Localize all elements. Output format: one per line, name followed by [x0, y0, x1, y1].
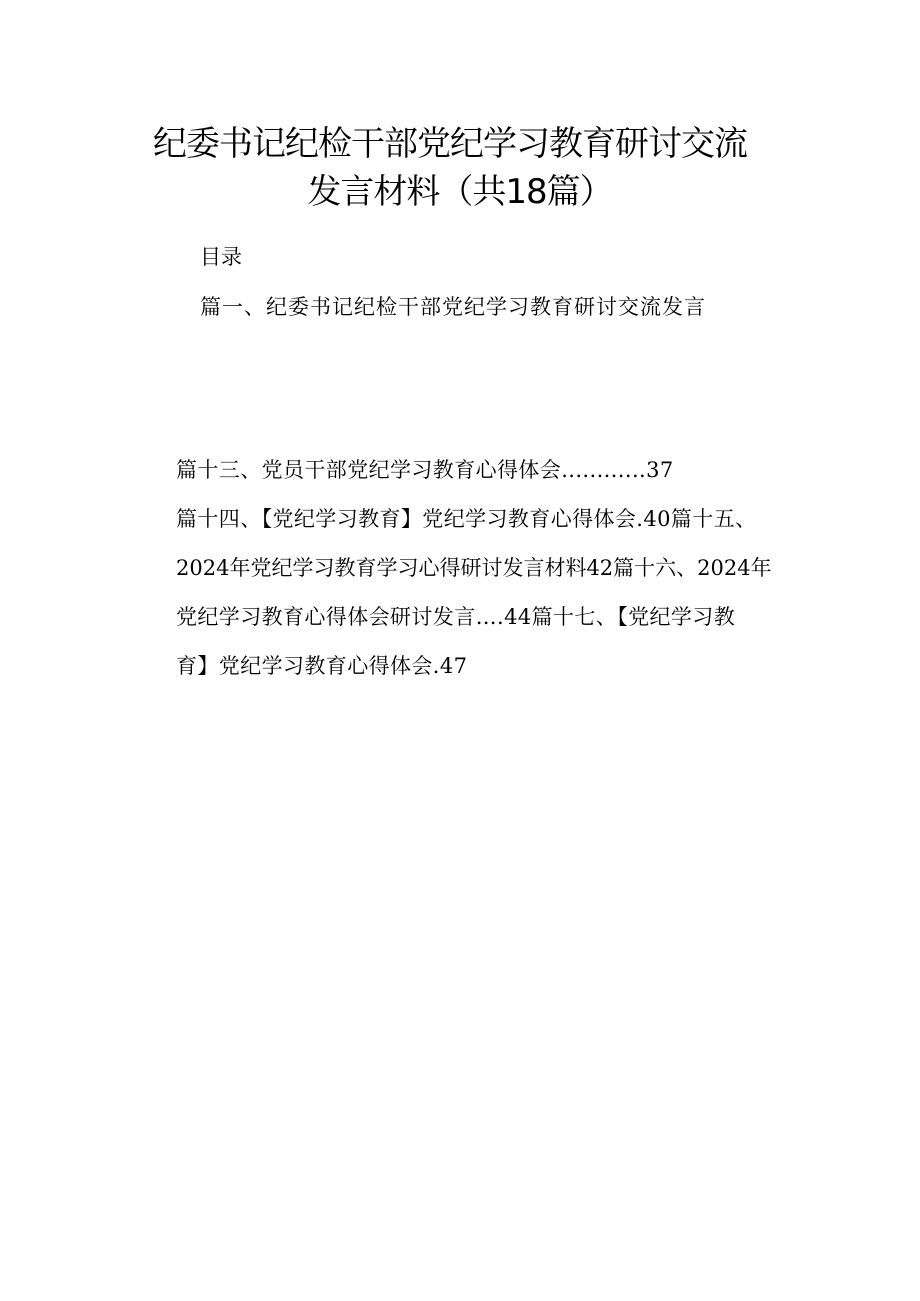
toc-line-5: 育】党纪学习教育心得体会.47 [176, 654, 468, 678]
toc-line-2: 篇十四、【党纪学习教育】党纪学习教育心得体会.40篇十五、 [176, 507, 757, 531]
toc-line-4: 党纪学习教育心得体会研讨发言….44篇十七、【党纪学习教 [176, 605, 736, 629]
toc-line-1: 篇十三、党员干部党纪学习教育心得体会............37 [176, 458, 674, 482]
document-title-line-2: 发言材料（共18篇） [307, 172, 613, 212]
document-title-line-1: 纪委书记纪检干部党纪学习教育研讨交流 [153, 124, 747, 164]
toc-entry-1: 篇一、纪委书记纪检干部党纪学习教育研讨交流发言 [200, 295, 706, 319]
toc-entries [176, 446, 804, 691]
toc-heading: 目录 [200, 245, 242, 269]
toc-line-3: 2024年党纪学习教育学习心得研讨发言材料42篇十六、2024年 [176, 556, 772, 580]
